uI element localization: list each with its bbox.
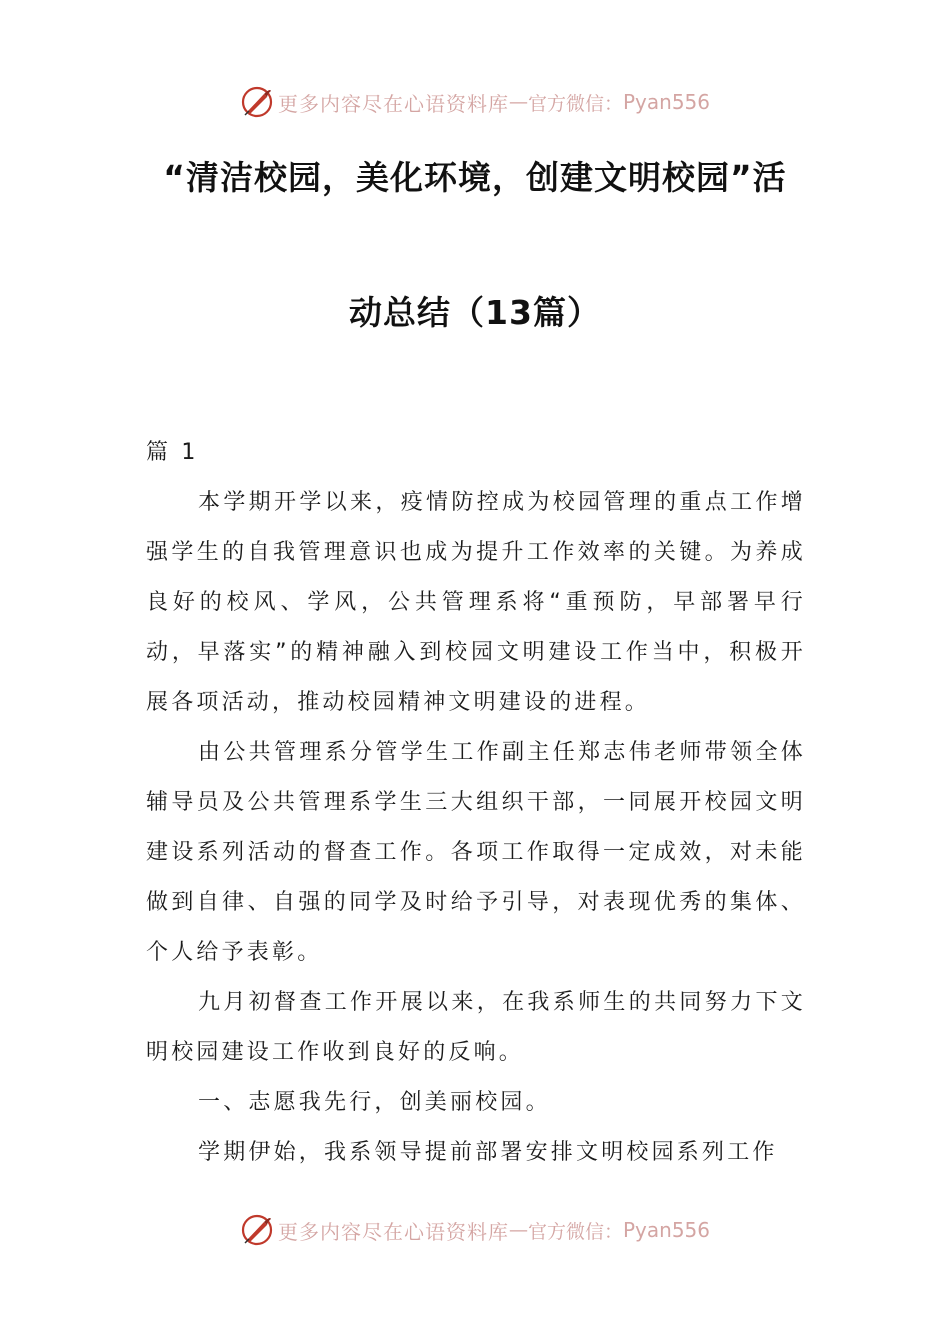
footer-separator: — — [508, 1219, 528, 1241]
footer-banner — [0, 1210, 950, 1250]
banner-wechat-label: 官方微信： — [527, 92, 623, 115]
paragraph-2: 由公共管理系分管学生工作副主任郑志伟老师带领全体辅导员及公共管理系学生三大组织干部，一同展开校园文明建设系列活动的督查工作。各项工作取得一定成效，对未能做到自律、自强的同学及时给予引导，对表现优秀的集体、个人给予表彰。 — [146, 740, 806, 965]
footer-site-text: 更多内容尽在心语资料库 — [277, 1219, 509, 1244]
section-label: 篇 1 — [146, 440, 199, 465]
paragraph-3: 九月初督查工作开展以来，在我系师生的共同努力下文明校园建设工作收到良好的反响。 — [146, 990, 806, 1065]
paragraph-1: 本学期开学以来，疫情防控成为校园管理的重点工作增强学生的自我管理意识也成为提升工作效率的关键。为养成良好的校风、学风，公共管理系将“重预防，早部署早行动，早落实”的精神融入到校园文明建设工作当中，积极开展各项活动，推动校园精神文明建设的进程。 — [146, 490, 806, 715]
paragraph-heading-1: 一、志愿我先行，创美丽校园。 — [198, 1090, 551, 1115]
document-body — [146, 428, 806, 1178]
document-title-line1: “清洁校园，美化环境，创建文明校园”活 — [163, 158, 787, 197]
banner-site-text: 更多内容尽在心语资料库 — [277, 91, 509, 116]
quill-pen-logo-icon — [240, 85, 274, 119]
document-title-line2: 动总结（13篇） — [349, 293, 601, 332]
header-banner — [0, 82, 950, 122]
footer-wechat-id: Pyan556 — [623, 1218, 711, 1242]
paragraph-4: 学期伊始，我系领导提前部署安排文明校园系列工作 — [198, 1140, 778, 1165]
banner-separator: — — [508, 91, 528, 113]
banner-wechat-id: Pyan556 — [623, 90, 711, 114]
footer-wechat-label: 官方微信： — [527, 1220, 623, 1243]
quill-pen-logo-icon — [240, 1213, 274, 1247]
